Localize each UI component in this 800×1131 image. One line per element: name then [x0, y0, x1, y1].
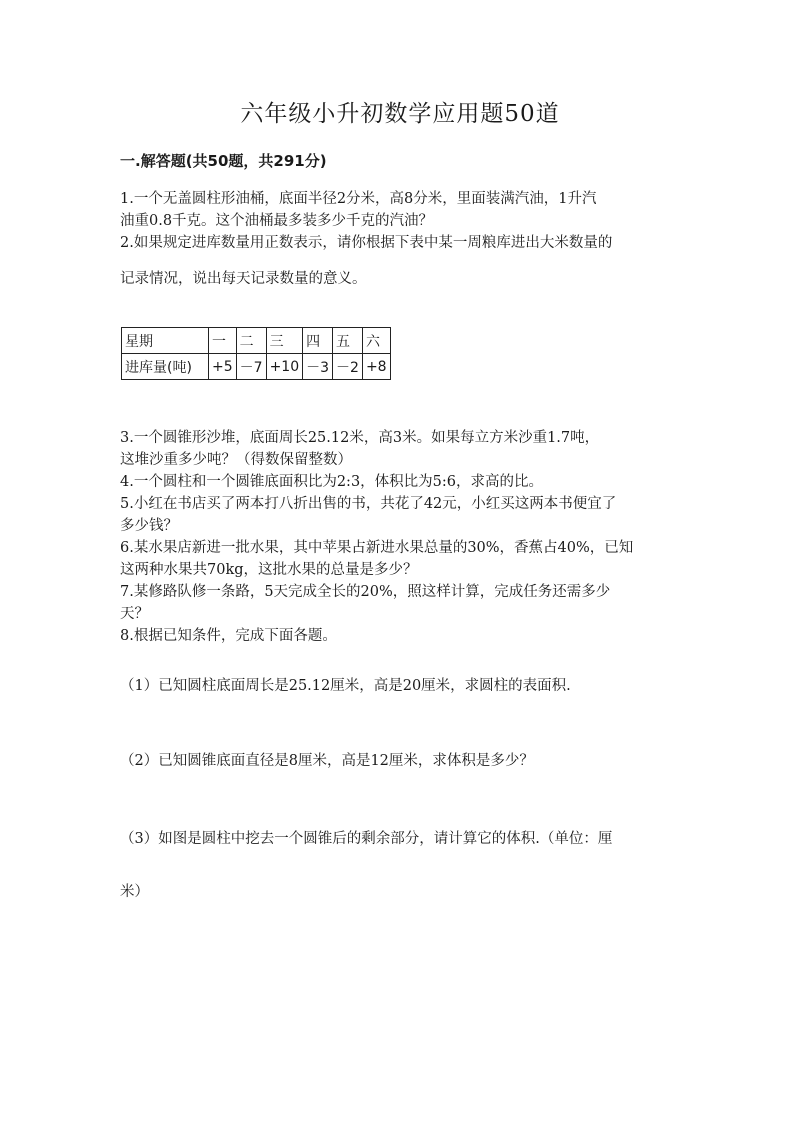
- question-4: 4.一个圆柱和一个圆锥底面积比为2:3，体积比为5:6，求高的比。: [120, 474, 544, 490]
- question-5-line-1: 5.小红在书店买了两本打八折出售的书，共花了42元，小红买这两本书便宜了: [120, 496, 617, 512]
- question-8-part-2: （2）已知圆锥底面直径是8厘米，高是12厘米，求体积是多少？: [120, 753, 534, 769]
- table-cell: 三: [266, 328, 303, 354]
- table-cell: 六: [362, 328, 390, 354]
- question-8: 8.根据已知条件，完成下面各题。: [120, 628, 337, 644]
- question-3-line-1: 3.一个圆锥形沙堆，底面周长25.12米，高3米。如果每立方米沙重1.7吨，: [120, 430, 600, 446]
- grain-record-table: [121, 327, 391, 380]
- table-cell: 四: [303, 328, 333, 354]
- table-row: [122, 354, 391, 380]
- table-cell: +8: [362, 354, 390, 380]
- table-cell: －3: [303, 354, 333, 380]
- question-2-line-1: 2.如果规定进库数量用正数表示，请你根据下表中某一周粮库进出大米数量的: [120, 235, 613, 251]
- table-cell: －7: [236, 354, 266, 380]
- question-7-line-2: 天？: [120, 606, 149, 622]
- table-cell: －2: [333, 354, 363, 380]
- question-6-line-1: 6.某水果店新进一批水果，其中苹果占新进水果总量的30%，香蕉占40%，已知: [120, 540, 634, 556]
- question-3-line-2: 这堆沙重多少吨？（得数保留整数）: [120, 452, 352, 468]
- question-1-line-1: 1.一个无盖圆柱形油桶，底面半径2分米，高8分米，里面装满汽油，1升汽: [120, 191, 597, 207]
- table-cell: +5: [209, 354, 237, 380]
- question-7-line-1: 7.某修路队修一条路，5天完成全长的20%，照这样计算，完成任务还需多少: [120, 584, 611, 600]
- question-1-line-2: 油重0.8千克。这个油桶最多装多少千克的汽油？: [120, 213, 434, 229]
- table-cell: 进库量(吨): [122, 354, 209, 380]
- question-8-part-3-line-2: 米）: [120, 884, 149, 900]
- table-cell: 星期: [122, 328, 209, 354]
- question-8-part-1: （1）已知圆柱底面周长是25.12厘米，高是20厘米，求圆柱的表面积.: [120, 678, 571, 694]
- table-cell: 二: [236, 328, 266, 354]
- question-6-line-2: 这两种水果共70kg，这批水果的总量是多少？: [120, 562, 418, 578]
- question-5-line-2: 多少钱？: [120, 518, 178, 534]
- table-header-row: [122, 328, 391, 354]
- table-cell: 五: [333, 328, 363, 354]
- question-2-line-2: 记录情况，说出每天记录数量的意义。: [120, 271, 367, 287]
- question-8-part-3-line-1: （3）如图是圆柱中挖去一个圆锥后的剩余部分，请计算它的体积.（单位：厘: [120, 831, 613, 847]
- section-heading: 一.解答题(共50题，共291分): [120, 152, 327, 170]
- table-cell: +10: [266, 354, 303, 380]
- page-title: 六年级小升初数学应用题50道: [240, 101, 560, 127]
- table-cell: 一: [209, 328, 237, 354]
